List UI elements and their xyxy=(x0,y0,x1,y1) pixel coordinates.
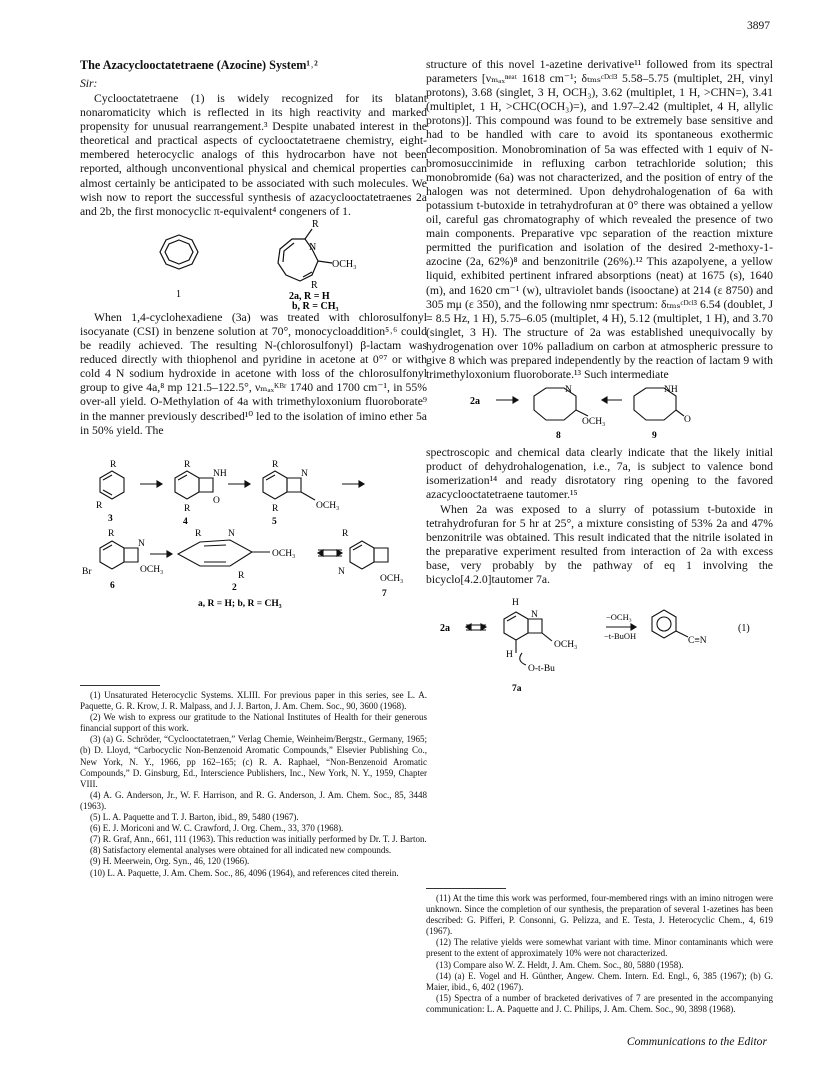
s3-2a: 2a xyxy=(470,396,480,408)
footnote: (5) L. A. Paquette and T. J. Barton, ibid., 89, 5480 (1967). xyxy=(90,812,299,823)
s2-r-3-bottom: R xyxy=(96,500,103,511)
s2-r-5: R xyxy=(272,459,279,470)
s4-och3: OCH₃ xyxy=(554,640,578,651)
label-compound-6: 6 xyxy=(110,580,115,591)
s2-och3-2: OCH₃ xyxy=(272,548,296,559)
footnotes-left xyxy=(80,690,427,879)
s2-och3-5: OCH₃ xyxy=(316,500,340,511)
paragraph-isomerization: spectroscopic and chemical data clearly indicate that the likely initial product of dehydrohalogenation, i.e., 7a, is subject to valence bond isomerization¹⁴ and ready disrotatory ring opening to the favored azacyclooctatetraene tautomer.¹⁵ xyxy=(426,446,773,502)
salutation: Sir: xyxy=(80,77,98,90)
scheme-caption: a, R = H; b, R = CH₃ xyxy=(198,598,282,609)
s1-och3: OCH₃ xyxy=(332,258,357,270)
intro-paragraph: Cyclooctatetraene (1) is widely recognized for its blatant nonaromaticity which is reflected in its high reactivity and marked propensity for unusual rearrangement.³ Despite unabated interest in the theoretical and practical aspects of cyclooctatetraene chemistry, eight-membered heterocyclic analogs of this hydrocarbon have not been reported, although unconventional physical and chemical properties can almost certainly be anticipated to be associated with such molecules. We wish now to report the successful synthesis of azacyclooctatetraenes 2a and 2b, the first monocyclic π-equivalent⁴ congeners of 1. xyxy=(80,92,427,218)
footnote: (12) The relative yields were somewhat variant with time. Minor contaminants which were present to the extent of approximately 10% were not characterized. xyxy=(426,937,773,959)
s1-r-bottom: R xyxy=(311,279,318,291)
footnote: (11) At the time this work was performed, four-membered rings with an imino nitrogen were unknown. Since the completion of our synthesis, the preparation of several 1-azetines has been described: G. Pifferi, P. Consonni, G. Pelizza, and E. Testa, J. Heterocyclic Chem., 4, 619 (1967). xyxy=(426,893,773,937)
footnote: (9) H. Meerwein, Org. Syn., 46, 120 (1966). xyxy=(90,856,250,867)
s2-r-4-bottom: R xyxy=(184,503,191,514)
s1-n-atom: N xyxy=(309,241,317,253)
footnote-rule-left xyxy=(80,685,160,686)
footnote: (8) Satisfactory elemental analyses were obtained for all indicated new compounds. xyxy=(90,845,392,856)
s4-minus-tbuoh: −t-BuOH xyxy=(604,631,637,642)
paragraph-lactam-synthesis: When 1,4-cyclohexadiene (3a) was treated with chlorosulfonyl isocyanate (CSI) in benzene solution at 70°, monocycloaddition⁵˒⁶ could be readily achieved. The resulting N-(chlorosulfonyl) β-lactam was reduced directly with thiophenol and pyridine in acetone at 0°⁷ or with cold 4 N sodium hydroxide in acetone with loss of the chlorosulfonyl group to give 4a,⁸ mp 121.5–122.5°, νₘₐₓᴷᴮʳ 1740 and 1700 cm⁻¹, in 55% over-all yield. O-Methylation of 4a with trimethyloxonium fluoroborate⁹ in the manner previously described¹⁰ led to the isolation of imino ether 5a in 50% yield. The xyxy=(80,310,427,437)
s2-nh: NH xyxy=(213,468,227,479)
scheme-compounds-1-2 xyxy=(80,219,427,311)
s4-otbu: O-t-Bu xyxy=(528,664,555,675)
footnote: (4) A. G. Anderson, Jr., W. F. Harrison, and R. G. Anderson, J. Am. Chem. Soc., 85, 3448 (1963). xyxy=(80,789,427,811)
label-2b: b, R = CH₃ xyxy=(292,300,339,311)
label-compound-8: 8 xyxy=(556,431,561,442)
footnote: (7) R. Graf, Ann., 661, 111 (1963). This reduction was initially performed by Dr. T. J. Barton. xyxy=(90,834,427,845)
label-compound-7a: 7a xyxy=(512,684,522,695)
footnote: (1) Unsaturated Heterocyclic Systems. XLIII. For previous paper in this series, see L. A. Paquette, G. R. Krow, J. R. Malpass, and J. J. Barton, J. Am. Chem. Soc., 90, 3600 (1968). xyxy=(80,690,427,712)
s2-br: Br xyxy=(82,566,92,577)
label-compound-3: 3 xyxy=(108,513,113,524)
s2-r-5-bottom: R xyxy=(272,503,279,514)
label-compound-4: 4 xyxy=(183,516,188,527)
label-2a: 2a, R = H xyxy=(289,290,330,302)
s4-nitrile: C≡N xyxy=(688,636,707,647)
s4-2a: 2a xyxy=(440,623,450,635)
s2-o: O xyxy=(213,495,220,506)
s2-r-4: R xyxy=(184,459,191,470)
s3-o: O xyxy=(684,415,691,426)
s2-och3-6: OCH₃ xyxy=(140,564,164,575)
cyclooctatetraene-structure xyxy=(160,235,198,269)
s2-n-2: N xyxy=(228,528,235,539)
s4-n: N xyxy=(531,610,538,621)
s3-n: N xyxy=(565,385,572,396)
equation-1-scheme xyxy=(426,591,773,701)
footnote: (3) (a) G. Schröder, “Cyclooctatetraen,” Verlag Chemie, Weinheim/Bergstr., Germany, 1965; (b) D. Lloyd, “Carbocyclic Non-Benzenoid Aromatic Compounds,” Elsevier Publishing Co., New York, N. Y., 1966, pp 162–165; (c) R. A. Raphael, “Non-Benzenoid Aromatic Compounds,” D. Ginsburg, Ed., Interscience Publishers, Inc., New York, N. Y., 1959, Chapter VIII. xyxy=(80,734,427,789)
paragraph-azetine-characterization: structure of this novel 1-azetine derivative¹¹ followed from its spectral parameters [νₘₐₓⁿᵉᵃᵗ 1618 cm⁻¹; δₜₘₛᶜᴰᶜˡ³ 5.58–5.75 (multiplet, 2H, vinyl protons), 3.68 (singlet, 3 H, OCH₃), 3.62 (multiplet, 1 H, >CHN=), 3.41 (multiplet, 1 H, >CHC(OCH₃)=), and 1.97–2.42 (multiplet, 4 H, allylic protons)]. This compound was found to be extremely base sensitive and had to be handled with care to avoid its spontaneous exothermic decomposition. Monobromination of 5a was effected with 1 equiv of N-bromosuccinimide in refluxing carbon tetrachloride solution; this monobromide (6a) was not characterized, and the position of entry of the halogen was not determined. Upon dehydrohalogenation of 6a with potassium t-butoxide in tetrahydrofuran at 0° there was obtained a yellow oil, careful gas chromatography of which revealed the presence of two main components. Preparative vpc separation of the reaction mixture permitted the purification and isolation of the desired 2-methoxy-1-azocine (2a, 62%)⁸ and benzonitrile (26%).¹² This azapolyene, a yellow liquid, exhibited pertinent infrared absorptions (neat) at 1675 (s), 1640 (m), and 1620 cm⁻¹ (w), ultraviolet bands (isooctane) at 214 (ε 8750) and 305 mμ (ε 350), and the following nmr spectrum: δₜₘₛᶜᴰᶜˡ³ 6.54 (doublet, J = 8.5 Hz, 1 H), 5.75–6.05 (multiplet, 4 H), 5.12 (multiplet, 1 H), and 3.70 (singlet, 3 H). The structure of 2a was established unequivocally by hydrogenation over 10% palladium on carbon at atmospheric pressure to give 8 which was prepared independently by the reaction of lactam 9 with trimethyloxonium fluoroborate.¹³ Such intermediate xyxy=(426,58,773,382)
footnote: (13) Compare also W. Z. Heldt, J. Am. Chem. Soc., 80, 5880 (1958). xyxy=(436,959,684,970)
s2-r-3-top: R xyxy=(110,459,117,470)
s2-n-7: N xyxy=(338,566,345,577)
s4-minus-och3: −OCH₃ xyxy=(606,612,632,623)
s2-n-5: N xyxy=(301,468,308,479)
s2-r-7: R xyxy=(342,528,349,539)
s2-r-6: R xyxy=(108,528,115,539)
article-title: The Azacyclooctatetraene (Azocine) System¹˒² xyxy=(80,58,318,72)
s2-r-2: R xyxy=(195,528,202,539)
right-column xyxy=(426,58,773,701)
s2-n-6: N xyxy=(138,538,145,549)
label-compound-1: 1 xyxy=(176,288,181,300)
label-compound-5: 5 xyxy=(272,516,277,527)
page-number: 3897 xyxy=(747,20,770,32)
equation-number: (1) xyxy=(738,623,750,635)
s2-r-2-bottom: R xyxy=(238,570,245,581)
left-column xyxy=(80,58,427,626)
benzene-ring xyxy=(652,610,676,638)
footnote: (10) L. A. Paquette, J. Am. Chem. Soc., 86, 4096 (1964), and references cited therein. xyxy=(90,867,399,878)
scheme-reaction-sequence xyxy=(80,456,427,626)
s3-nh: NH xyxy=(664,385,678,396)
s1-r-top: R xyxy=(312,218,319,230)
label-compound-9: 9 xyxy=(652,431,657,442)
s4-h-bottom: H xyxy=(506,650,513,661)
scheme-hydrogenation xyxy=(426,382,773,446)
s4-h-top: H xyxy=(512,598,519,609)
azocine-structure xyxy=(278,229,332,281)
footnote: (2) We wish to express our gratitude to the National Institutes of Health for their generous financial support of this work. xyxy=(80,712,427,734)
footnote: (6) E. J. Moriconi and W. C. Crawford, J. Org. Chem., 33, 370 (1968). xyxy=(90,823,344,834)
label-compound-7: 7 xyxy=(382,588,387,599)
footnote: (14) (a) E. Vogel and H. Günther, Angew. Chem. Intern. Ed. Engl., 6, 385 (1967); (b) G. Maier, ibid., 6, 402 (1967). xyxy=(426,970,773,992)
footnote: (15) Spectra of a number of bracketed derivatives of 7 are presented in the accompanying communication: L. A. Paquette and J. C. Philips, J. Am. Chem. Soc., 90, 3898 (1968). xyxy=(426,992,773,1014)
label-compound-2: 2 xyxy=(232,582,237,593)
footnote-rule-right xyxy=(426,888,506,889)
journal-section-footer: Communications to the Editor xyxy=(626,1035,767,1048)
footnotes-right xyxy=(426,893,773,1015)
paragraph-base-treatment: When 2a was exposed to a slurry of potassium t-butoxide in tetrahydrofuran for 5 hr at 25°, a mixture consisting of 53% 2a and 47% benzonitrile was obtained. This result indicated that the nitrile isolated in the preparative experiment resulted from interaction of 2a with excess base, very probably by the pathway of eq 1 involving the bicyclo[4.2.0]tautomer 7a. xyxy=(426,502,773,586)
s3-och3: OCH₃ xyxy=(582,417,606,428)
s2-och3-7: OCH₃ xyxy=(380,573,404,584)
